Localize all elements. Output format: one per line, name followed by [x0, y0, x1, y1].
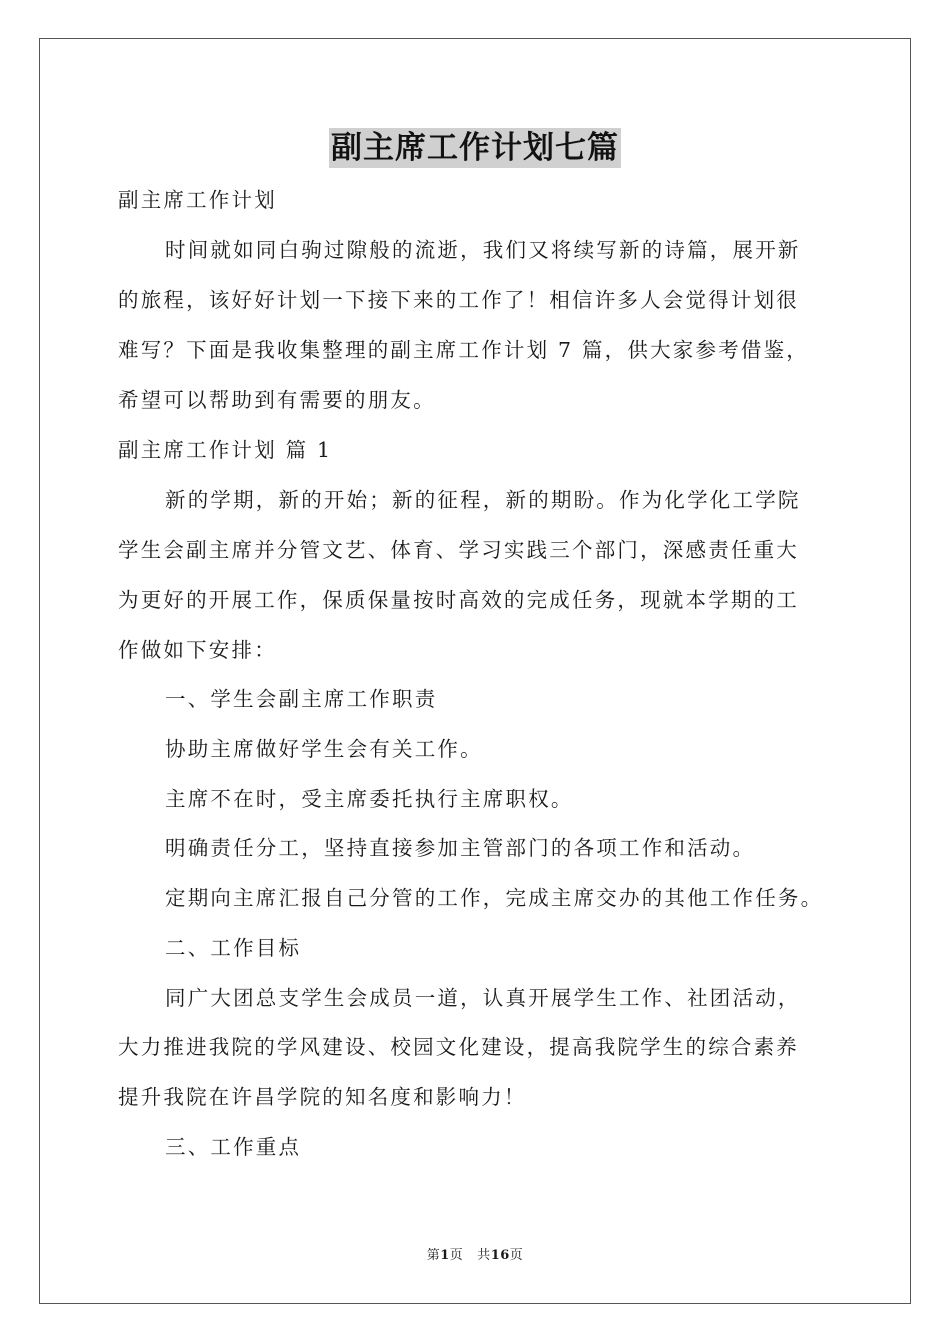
list-item: 明确责任分工，坚持直接参加主管部门的各项工作和活动。: [165, 836, 756, 860]
paragraph-line: 时间就如同白驹过隙般的流逝，我们又将续写新的诗篇，展开新: [165, 238, 801, 262]
doc-heading-main: 副主席工作计划: [118, 188, 277, 212]
paragraph-line: 为更好的开展工作，保质保量按时高效的完成任务，现就本学期的工: [118, 588, 799, 612]
total-suffix: 页: [509, 1248, 524, 1263]
page-number: 1: [440, 1248, 450, 1263]
paragraph-line: 新的学期，新的开始；新的征程，新的期盼。作为化学化工学院: [165, 488, 801, 512]
page-prefix: 第: [426, 1248, 441, 1263]
page-footer: [0, 1247, 950, 1265]
paragraph-line: 提升我院在许昌学院的知名度和影响力！: [118, 1085, 527, 1109]
subheading: 三、工作重点: [165, 1135, 302, 1159]
total-pages: 16: [490, 1248, 510, 1263]
list-item: 定期向主席汇报自己分管的工作，完成主席交办的其他工作任务。: [165, 886, 824, 910]
list-item: 主席不在时，受主席委托执行主席职权。: [165, 787, 574, 811]
section-heading: 副主席工作计划 篇 1: [118, 438, 333, 462]
paragraph-line: 学生会副主席并分管文艺、体育、学习实践三个部门，深感责任重大: [118, 538, 799, 562]
page-suffix: 页: [449, 1248, 464, 1263]
page-border: [39, 38, 911, 1304]
paragraph-line: 希望可以帮助到有需要的朋友。: [118, 388, 436, 412]
paragraph-line: 难写？下面是我收集整理的副主席工作计划 7 篇，供大家参考借鉴，: [118, 338, 809, 362]
paragraph-line: 同广大团总支学生会成员一道，认真开展学生工作、社团活动，: [165, 986, 801, 1010]
subheading: 一、学生会副主席工作职责: [165, 687, 438, 711]
subheading: 二、工作目标: [165, 936, 302, 960]
paragraph-line: 的旅程，该好好计划一下接下来的工作了！相信许多人会觉得计划很: [118, 288, 799, 312]
total-prefix: 共: [477, 1248, 491, 1263]
paragraph-line: 大力推进我院的学风建设、校园文化建设，提高我院学生的综合素养: [118, 1035, 799, 1059]
title-container: [0, 128, 950, 168]
paragraph-line: 作做如下安排：: [118, 638, 277, 662]
list-item: 协助主席做好学生会有关工作。: [165, 737, 483, 761]
document-title: 副主席工作计划七篇: [331, 130, 619, 166]
